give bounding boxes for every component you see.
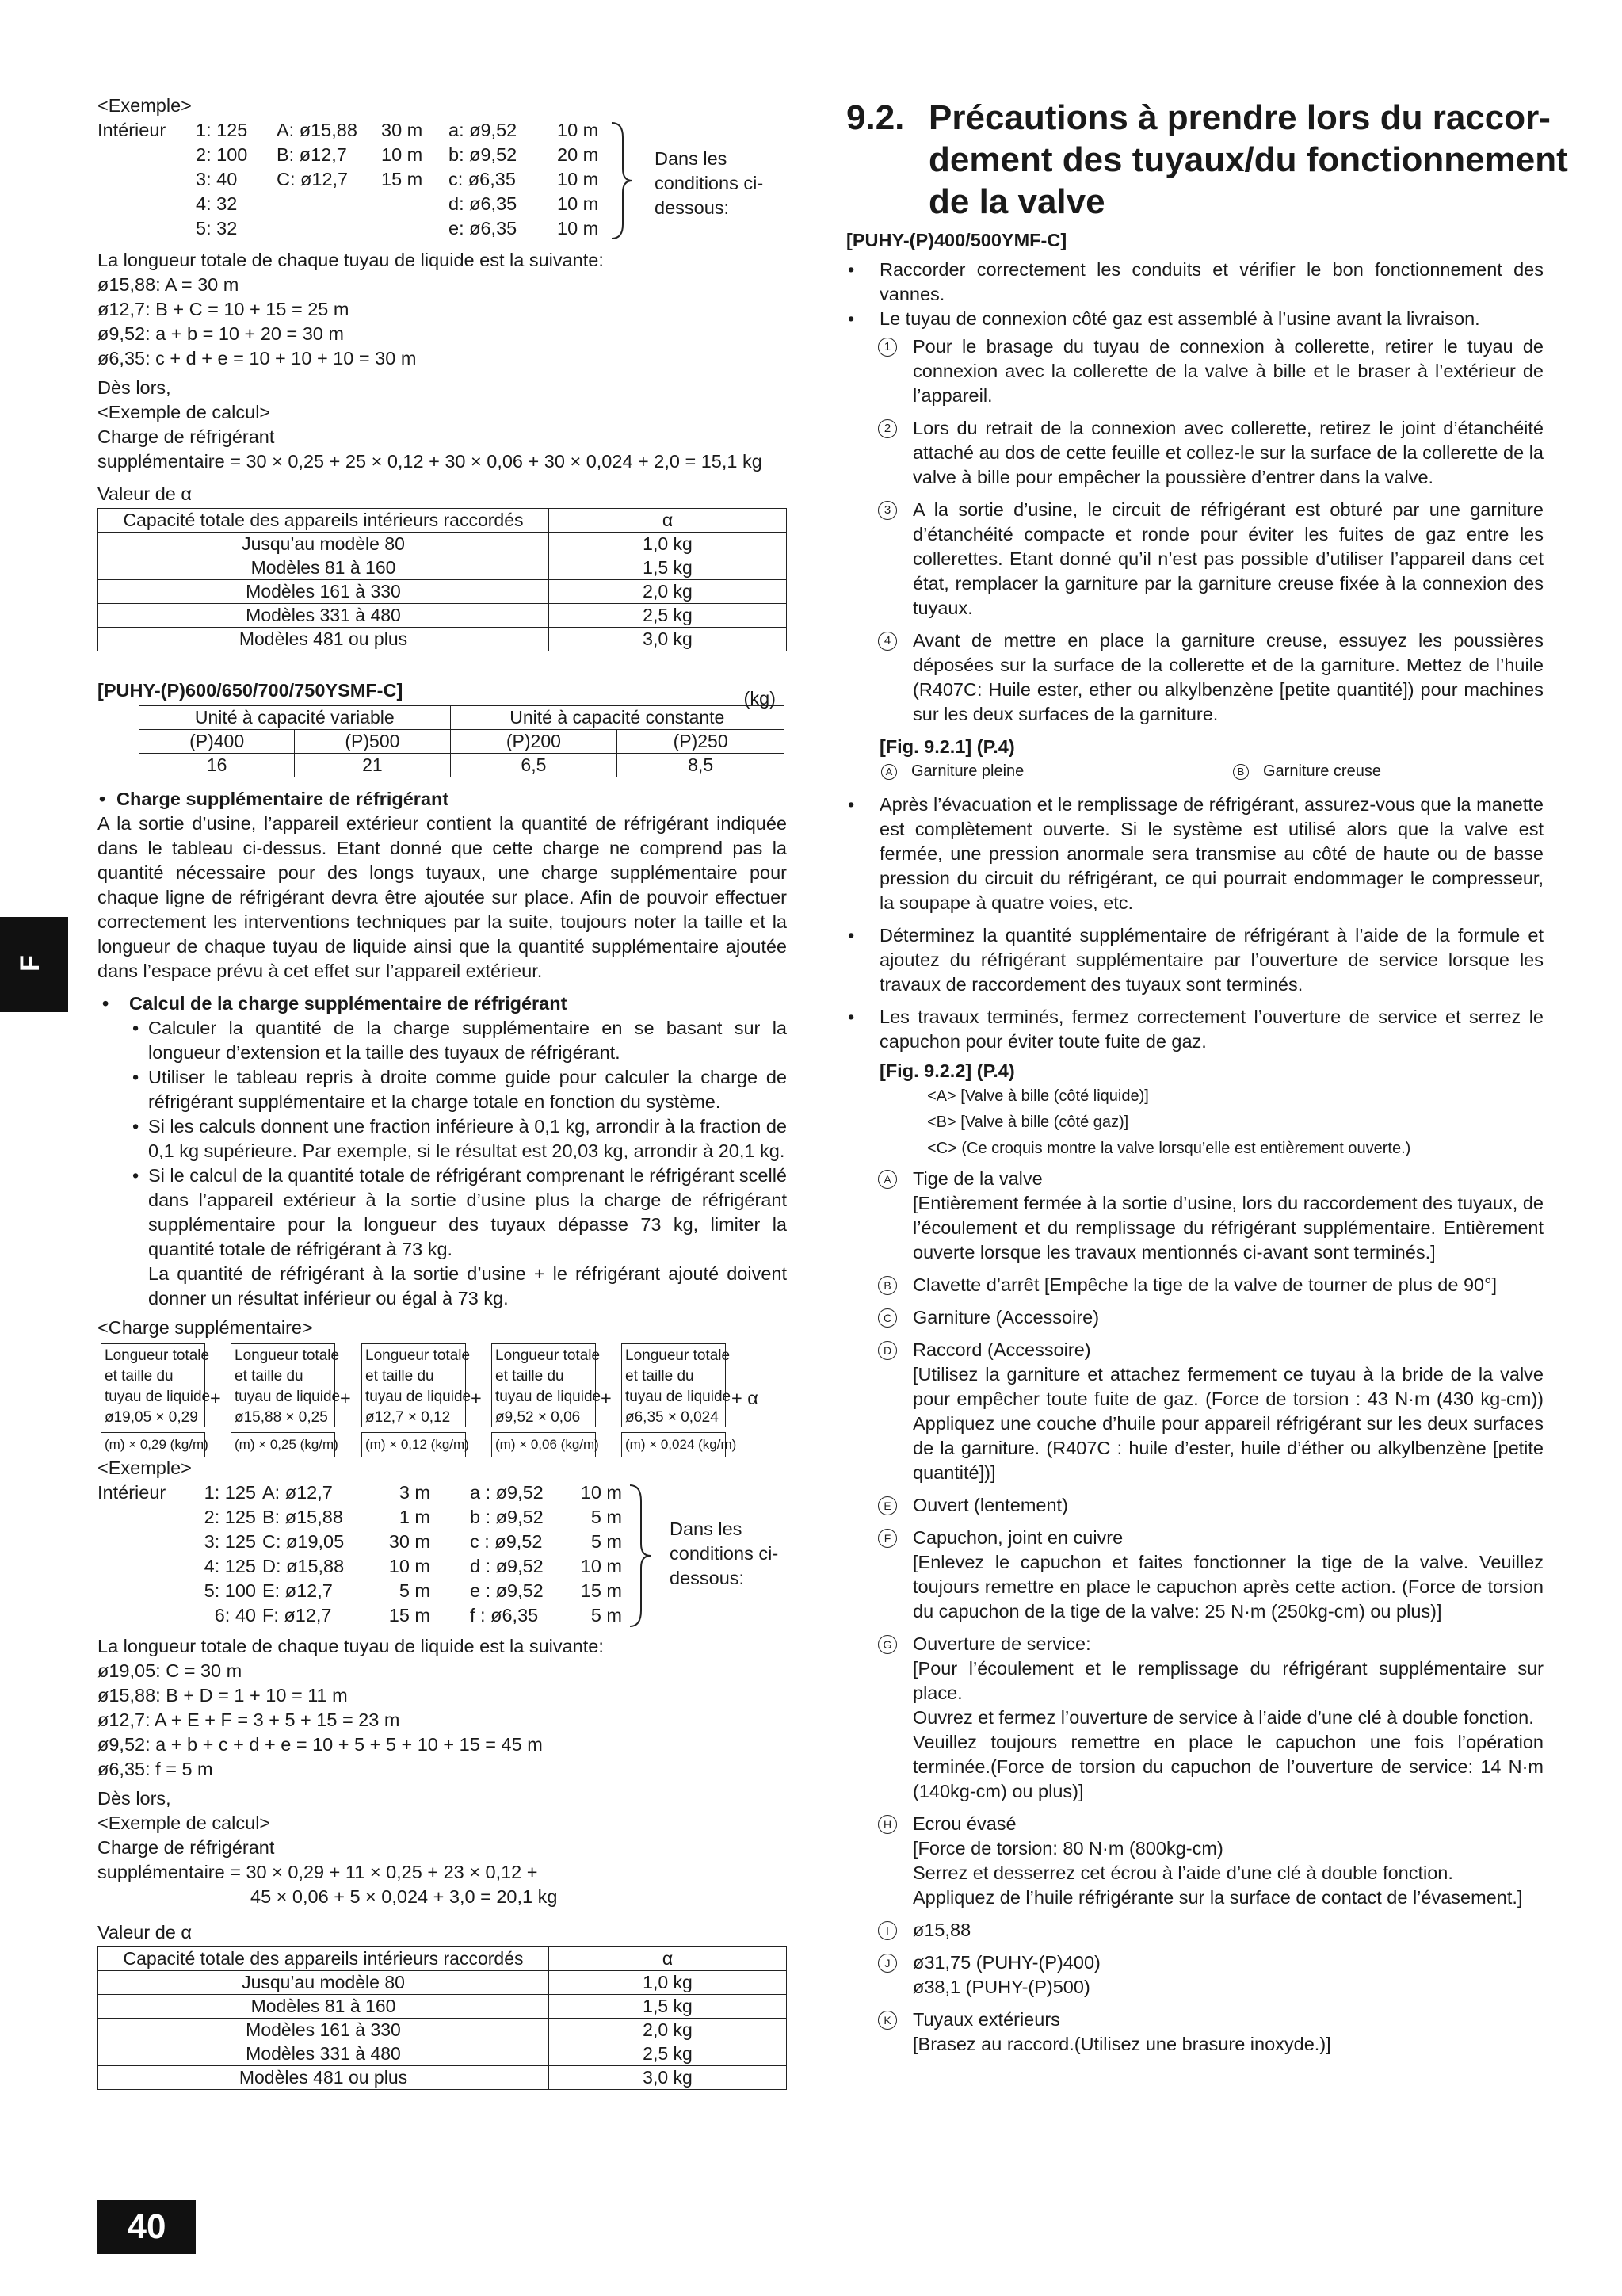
alpha-cell: 1,5 kg bbox=[549, 556, 787, 580]
legend-item bbox=[846, 1918, 1544, 1943]
formula-box-line: ø19,05 × 0,29 bbox=[105, 1409, 198, 1426]
alpha-header-capacity: Capacité totale des appareils intérieurs raccordés bbox=[98, 509, 549, 533]
alpha-cell: 1,5 kg bbox=[549, 1995, 787, 2019]
model-heading-row bbox=[97, 678, 787, 709]
model-heading-right: [PUHY-(P)400/500YMF-C] bbox=[846, 230, 1067, 250]
calc-line: La longueur totale de chaque tuyau de liquide est la suivante: bbox=[97, 250, 604, 270]
value-cell: 8,5 bbox=[617, 754, 784, 777]
example-2-calculation bbox=[97, 1634, 787, 1909]
example-cell: f : ø6,35 bbox=[470, 1605, 539, 1626]
bullet-dot: • bbox=[132, 1165, 139, 1186]
formula-unit-box: (m) × 0,024 (kg/m) bbox=[621, 1432, 726, 1457]
example-row bbox=[97, 118, 787, 143]
example-cell: 5: 32 bbox=[196, 218, 238, 239]
example-cell: c : ø9,52 bbox=[470, 1531, 543, 1552]
alpha-cell: Jusqu’au modèle 80 bbox=[98, 1971, 549, 1995]
example-cell: a: ø9,52 bbox=[448, 120, 517, 140]
legend-line: Veuillez toujours remettre en place le capuchon une fois l’opération terminée.(Force de torsion du capuchon de l’ouverture de service: 14 N·m (140kg-cm) ou plus)] bbox=[913, 1732, 1544, 1801]
formula-box bbox=[101, 1343, 211, 1427]
numbered-text: Avant de mettre en place la garniture creuse, essuyez les poussières déposées sur la surface de la collerette et de la garniture. Mettez de l’huile (R407C: Huile ester, ether ou alkylbenzène [petite quantité]) pour machines sur les deux surfaces de la garniture. bbox=[913, 630, 1544, 724]
bullet-item bbox=[846, 307, 1544, 331]
formula-box bbox=[491, 1343, 601, 1427]
formula-box-line: et taille du bbox=[105, 1368, 174, 1385]
note-line: Dans les bbox=[670, 1519, 742, 1539]
numbered-list bbox=[846, 334, 1544, 727]
numbered-text: A la sortie d’usine, le circuit de réfrigérant est obturé par une garniture d’étanchéité compacte et ronde pour éviter les fuites de gaz entre les collerettes. Etant donné qu’il n’est pas possible d’utiliser l’appareil dans cet état, remplacer la garniture par la garniture creuse fixée à la connexion des tuyaux. bbox=[913, 499, 1544, 618]
circled-letter: K bbox=[878, 2011, 897, 2030]
circled-letter: H bbox=[878, 1815, 897, 1834]
example-cell: 10 m bbox=[580, 1556, 622, 1576]
charge-label: <Charge supplémentaire> bbox=[97, 1317, 313, 1338]
fig-1-ref: [Fig. 9.2.1] (P.4) bbox=[880, 736, 1015, 757]
bullet-dot: • bbox=[102, 993, 109, 1014]
circled-letter: E bbox=[878, 1496, 897, 1515]
value-cell: 16 bbox=[139, 754, 295, 777]
circled-number: 4 bbox=[878, 632, 897, 651]
language-side-tab bbox=[0, 917, 68, 1012]
example-1-calculation bbox=[97, 248, 787, 474]
section-number: 9.2. bbox=[846, 98, 905, 137]
example-cell: 10 m bbox=[557, 193, 599, 214]
bullet-item bbox=[846, 793, 1544, 915]
plus-sign: + bbox=[601, 1388, 612, 1408]
fig-2-note: <C> (Ce croquis montre la valve lorsqu’elle est entièrement ouverte.) bbox=[927, 1140, 1411, 1157]
legend-item bbox=[846, 2008, 1544, 2057]
example-1-note bbox=[655, 147, 763, 220]
formula-box-line: Longueur totale bbox=[495, 1347, 601, 1364]
bullet-text: Raccorder correctement les conduits et vérifier le bon fonctionnement des vannes. bbox=[880, 259, 1544, 304]
example-cell: 15 m bbox=[381, 169, 423, 189]
legend-line: ø15,88 bbox=[913, 1920, 971, 1940]
kg-unit: (kg) bbox=[743, 688, 776, 709]
example-cell: 30 m bbox=[381, 120, 423, 140]
bullet-item bbox=[846, 258, 1544, 307]
circled-letter: J bbox=[878, 1954, 897, 1973]
legend-line: Ouvrez et fermez l’ouverture de service à l’aide d’une clé à double fonction. bbox=[913, 1707, 1534, 1728]
legend-item bbox=[846, 1273, 1544, 1297]
example-cell: 2: 100 bbox=[196, 144, 248, 165]
side-tab-label: F bbox=[14, 955, 45, 972]
bullet-text: Le tuyau de connexion côté gaz est assemblé à l’usine avant la livraison. bbox=[880, 308, 1480, 329]
example-cell: A: ø12,7 bbox=[262, 1482, 333, 1503]
alpha-cell: 1,0 kg bbox=[549, 533, 787, 556]
plus-sign: + bbox=[340, 1388, 351, 1408]
calc-line: <Exemple de calcul> bbox=[97, 1813, 271, 1833]
alpha-table-2 bbox=[97, 1946, 787, 2090]
calc-line: supplémentaire = 30 × 0,29 + 11 × 0,25 + 23 × 0,12 + bbox=[97, 1862, 538, 1882]
legend-line: [Force de torsion: 80 N·m (800kg-cm) bbox=[913, 1838, 1223, 1859]
formula-box-line: Longueur totale bbox=[365, 1347, 471, 1364]
example-cell: 5: 100 bbox=[204, 1580, 256, 1601]
circled-letter: C bbox=[878, 1308, 897, 1328]
calc-item bbox=[131, 1114, 787, 1163]
bullet-dot: • bbox=[848, 308, 855, 329]
alpha-header-capacity: Capacité totale des appareils intérieurs raccordés bbox=[98, 1947, 549, 1971]
model-heading: [PUHY-(P)600/650/700/750YSMF-C] bbox=[97, 680, 403, 701]
alpha-cell: 2,0 kg bbox=[549, 2019, 787, 2042]
bullet-text: Les travaux terminés, fermez correctement l’ouverture de service et serrez le capuchon pour éviter toute fuite de gaz. bbox=[880, 1007, 1544, 1052]
example-1-brace bbox=[610, 121, 634, 240]
example-2-block bbox=[97, 1480, 787, 1631]
example-cell: 3 m bbox=[399, 1482, 430, 1503]
example-cell: F: ø12,7 bbox=[262, 1605, 332, 1626]
example-1-label: <Exemple> bbox=[97, 95, 192, 116]
formula-box bbox=[231, 1343, 341, 1427]
calc-item-text: Utiliser le tableau repris à droite comme guide pour calculer la charge de réfrigérant supplémentaire et la charge totale en fonction du système. bbox=[148, 1067, 787, 1112]
model-cell: (P)500 bbox=[295, 730, 450, 754]
formula-unit-box: (m) × 0,25 (kg/m) bbox=[231, 1432, 335, 1457]
circled-number: 2 bbox=[878, 419, 897, 438]
calc-line: ø9,52: a + b = 10 + 20 = 30 m bbox=[97, 323, 344, 344]
fig-1-legend bbox=[846, 759, 1544, 786]
group-header-variable: Unité à capacité variable bbox=[139, 706, 451, 730]
bullet-dot: • bbox=[848, 925, 855, 946]
calc-heading bbox=[97, 991, 787, 1016]
circled-letter-b: B bbox=[1233, 764, 1249, 780]
legend-line: Serrez et desserrez cet écrou à l’aide d’une clé à double fonction. bbox=[913, 1862, 1453, 1883]
plus-sign: + bbox=[471, 1388, 482, 1408]
alpha-cell: 2,5 kg bbox=[549, 2042, 787, 2066]
formula-box-line: ø9,52 × 0,06 bbox=[495, 1409, 581, 1426]
page-number: 40 bbox=[97, 2200, 196, 2254]
alpha-label-2: Valeur de α bbox=[97, 1922, 192, 1943]
alpha-header-alpha: α bbox=[549, 509, 787, 533]
example-cell: 4: 32 bbox=[196, 193, 238, 214]
bullet-text: Après l’évacuation et le remplissage de réfrigérant, assurez-vous que la manette est complètement ouverte. Si le système est utilisé alors que la valve est fermée, une pression anormale sera transmise au côté de haute ou de basse pression du circuit du réfrigérant, ce qui pourrait endommager le compresseur, la soupape à quatre voies, etc. bbox=[880, 794, 1544, 913]
alpha-cell: 3,0 kg bbox=[549, 628, 787, 651]
fig-1-a-text: Garniture pleine bbox=[911, 762, 1025, 780]
fig-2-notes bbox=[846, 1083, 1544, 1162]
calc-line: ø12,7: B + C = 10 + 15 = 25 m bbox=[97, 299, 349, 319]
bullet-dot: • bbox=[848, 1007, 855, 1027]
example-cell: 30 m bbox=[388, 1531, 430, 1552]
legend-line: Clavette d’arrêt [Empêche la tige de la valve de tourner de plus de 90°] bbox=[913, 1274, 1498, 1295]
formula-unit-box: (m) × 0,12 (kg/m) bbox=[361, 1432, 466, 1457]
example-cell: a : ø9,52 bbox=[470, 1482, 544, 1503]
bullet-dot: • bbox=[132, 1067, 139, 1087]
calc-item-text: Si le calcul de la quantité totale de réfrigérant comprenant le réfrigérant scellé dans l’appareil extérieur à la sortie d’usine plus la charge de réfrigérant supplémentaire pour la longueur des tuyaux dépasse 73 kg, limiter la quantité totale de réfrigérant à 73 kg. bbox=[148, 1165, 787, 1259]
bullets-1 bbox=[846, 258, 1544, 331]
alpha-cell: Modèles 331 à 480 bbox=[98, 2042, 549, 2066]
circled-letter: A bbox=[878, 1170, 897, 1189]
circled-letter: B bbox=[878, 1276, 897, 1295]
calc-item-text: Si les calculs donnent une fraction inférieure à 0,1 kg, arrondir à la fraction de 0,1 kg supérieure. Par exemple, si le résultat est 20,03 kg, arrondir à 20,1 kg. bbox=[148, 1116, 787, 1161]
note-line: dessous: bbox=[670, 1568, 745, 1588]
alpha-cell: Jusqu’au modèle 80 bbox=[98, 533, 549, 556]
legend-line: [Enlevez le capuchon et faites fonctionner la tige de la valve. Veuillez toujours remettre en place le capuchon après cette action. (Force de torsion du capuchon de la tige de la valve: 25 N·m (250kg-cm) ou plus)] bbox=[913, 1552, 1544, 1622]
alpha-cell: 1,0 kg bbox=[549, 1971, 787, 1995]
legend-line: Tige de la valve bbox=[913, 1168, 1043, 1189]
charge-paragraph: A la sortie d’usine, l’appareil extérieur contient la quantité de réfrigérant indiquée dans le tableau ci-dessus. Etant donné que cette charge ne comprend pas la quantité nécessaire pour des longs tuyaux, une charge supplémentaire pour chaque ligne de réfrigérant devra être ajoutée sur place. Afin de pouvoir effectuer correctement les interventions techniques par la suite, toujours noter la taille et la longueur de chaque tuyau de liquide ainsi que la quantité supplémentaire ajoutée dans l’espace prévu à cet effet sur l’appareil extérieur. bbox=[97, 813, 787, 981]
formula-box-line: et taille du bbox=[495, 1368, 564, 1385]
legend-item bbox=[846, 1305, 1544, 1330]
formula-box-line: Longueur totale bbox=[105, 1347, 210, 1364]
example-cell: 10 m bbox=[557, 120, 599, 140]
bullets-2 bbox=[846, 793, 1544, 1054]
example-cell: 2: 125 bbox=[204, 1507, 256, 1527]
legend-line: [Pour l’écoulement et le remplissage du réfrigérant supplémentaire sur place. bbox=[913, 1658, 1544, 1703]
alpha-table-1 bbox=[97, 508, 787, 651]
example-cell: b : ø9,52 bbox=[470, 1507, 544, 1527]
formula-box-line: ø6,35 × 0,024 bbox=[625, 1409, 719, 1426]
calc-line: ø19,05: C = 30 m bbox=[97, 1660, 242, 1681]
calc-line: Dès lors, bbox=[97, 1788, 171, 1809]
alpha-cell: Modèles 81 à 160 bbox=[98, 556, 549, 580]
example-cell: A: ø15,88 bbox=[277, 120, 357, 140]
value-cell: 6,5 bbox=[450, 754, 617, 777]
alpha-cell: Modèles 81 à 160 bbox=[98, 1995, 549, 2019]
bullet-dot: • bbox=[848, 259, 855, 280]
calc-note: La quantité de réfrigérant à la sortie d’usine + le réfrigérant ajouté doivent donner un résultat inférieur ou égal à 73 kg. bbox=[148, 1263, 787, 1308]
alpha-cell: 3,0 kg bbox=[549, 2066, 787, 2090]
calc-line: ø12,7: A + E + F = 3 + 5 + 15 = 23 m bbox=[97, 1710, 400, 1730]
fig-1-b-text: Garniture creuse bbox=[1263, 762, 1381, 780]
legend-line: Ouvert (lentement) bbox=[913, 1495, 1068, 1515]
example-cell: 4: 125 bbox=[204, 1556, 256, 1576]
alpha-label: Valeur de α bbox=[97, 483, 192, 504]
example-cell: 10 m bbox=[557, 218, 599, 239]
alpha-cell: 2,0 kg bbox=[549, 580, 787, 604]
example-2-brace bbox=[628, 1484, 652, 1628]
bullet-text: Déterminez la quantité supplémentaire de réfrigérant à l’aide de la formule et ajoutez du réfrigérant supplémentaire par l’ouverture de service lorsque les travaux de raccordement des tuyaux sont terminés. bbox=[880, 925, 1544, 995]
bullet-dot: • bbox=[848, 794, 855, 815]
example-cell: 20 m bbox=[557, 144, 599, 165]
section-title-line: de la valve bbox=[929, 182, 1105, 221]
legend-item bbox=[846, 1167, 1544, 1265]
circled-letter: G bbox=[878, 1635, 897, 1654]
calc-line: Dès lors, bbox=[97, 377, 171, 398]
alpha-cell: Modèles 481 ou plus bbox=[98, 2066, 549, 2090]
example-2-label: <Exemple> bbox=[97, 1457, 192, 1478]
numbered-item bbox=[846, 334, 1544, 408]
calc-heading-text: Calcul de la charge supplémentaire de réfrigérant bbox=[129, 993, 567, 1014]
numbered-item bbox=[846, 416, 1544, 490]
right-column bbox=[846, 94, 1568, 2065]
calc-line: ø15,88: A = 30 m bbox=[97, 274, 239, 295]
bullet-item bbox=[846, 1005, 1544, 1054]
example-cell: 1 m bbox=[399, 1507, 430, 1527]
numbered-item bbox=[846, 498, 1544, 621]
formula-box-line: Longueur totale bbox=[625, 1347, 731, 1364]
calc-line: <Exemple de calcul> bbox=[97, 402, 271, 422]
example-cell: 5 m bbox=[590, 1507, 622, 1527]
legend-line: Garniture (Accessoire) bbox=[913, 1307, 1100, 1328]
example-cell: 5 m bbox=[590, 1531, 622, 1552]
formula-unit-box: (m) × 0,29 (kg/m) bbox=[101, 1432, 205, 1457]
charge-heading-text: Charge supplémentaire de réfrigérant bbox=[116, 789, 449, 809]
legend-line: ø38,1 (PUHY-(P)500) bbox=[913, 1977, 1090, 1997]
example-cell: b: ø9,52 bbox=[448, 144, 517, 165]
legend-line: Tuyaux extérieurs bbox=[913, 2009, 1060, 2030]
legend-line: [Utilisez la garniture et attachez fermement ce tuyau à la bride de la valve pour empêcher toute fuite de gaz. (Force de torsion : 43 N·m (430 kg-cm)) Appliquez une couche d’huile pour appareil réfrigérant sur les deux surfaces de la garniture. (R407C : huile d’ester, huile d’éther ou alkylbenzène [petite quantité])] bbox=[913, 1364, 1544, 1483]
legend-item bbox=[846, 1812, 1544, 1910]
example-cell: 5 m bbox=[590, 1605, 622, 1626]
plus-sign: + bbox=[210, 1388, 221, 1408]
model-cell: (P)400 bbox=[139, 730, 295, 754]
fig-2-note: <A> [Valve à bille (côté liquide)] bbox=[927, 1087, 1149, 1105]
example-cell: E: ø12,7 bbox=[262, 1580, 333, 1601]
legend-item bbox=[846, 1338, 1544, 1485]
example-cell: 10 m bbox=[381, 144, 423, 165]
formula-box-line: tuyau de liquide bbox=[625, 1389, 731, 1405]
section-title bbox=[929, 97, 1568, 223]
calc-line: 45 × 0,06 + 5 × 0,024 + 3,0 = 20,1 kg bbox=[250, 1886, 558, 1907]
calc-line: ø15,88: B + D = 1 + 10 = 11 m bbox=[97, 1685, 348, 1706]
section-title-line: dement des tuyaux/du fonctionnement bbox=[929, 140, 1568, 179]
note-line: Dans les bbox=[655, 148, 727, 169]
example-cell: C: ø19,05 bbox=[262, 1531, 345, 1552]
example-cell: d : ø9,52 bbox=[470, 1556, 544, 1576]
calc-item bbox=[131, 1065, 787, 1114]
legend-line: Ecrou évasé bbox=[913, 1813, 1017, 1834]
calc-line: La longueur totale de chaque tuyau de liquide est la suivante: bbox=[97, 1636, 604, 1656]
formula-box-line: et taille du bbox=[235, 1368, 303, 1385]
formula-box-line: ø15,88 × 0,25 bbox=[235, 1409, 328, 1426]
note-line: dessous: bbox=[655, 197, 730, 218]
numbered-text: Pour le brasage du tuyau de connexion à collerette, retirer le tuyau de connexion avec la collerette de la valve à bille et le braser à l’extérieur de l’appareil. bbox=[913, 336, 1544, 406]
calc-line: ø6,35: c + d + e = 10 + 10 + 10 = 30 m bbox=[97, 348, 417, 369]
model-cell: (P)250 bbox=[617, 730, 784, 754]
calc-line: Charge de réfrigérant bbox=[97, 1837, 275, 1858]
numbered-item bbox=[846, 628, 1544, 727]
formula-unit-box: (m) × 0,06 (kg/m) bbox=[491, 1432, 596, 1457]
value-cell: 21 bbox=[295, 754, 450, 777]
example-cell: 10 m bbox=[388, 1556, 430, 1576]
circled-letter: F bbox=[878, 1529, 897, 1548]
alpha-cell: Modèles 481 ou plus bbox=[98, 628, 549, 651]
circled-letter-a: A bbox=[881, 764, 897, 780]
calc-line: Charge de réfrigérant bbox=[97, 426, 275, 447]
alpha-header-alpha: α bbox=[549, 1947, 787, 1971]
example-cell: 15 m bbox=[580, 1580, 622, 1601]
formula-box bbox=[621, 1343, 731, 1427]
example-cell: 1: 125 bbox=[196, 120, 248, 140]
example-cell: 6: 40 bbox=[214, 1605, 256, 1626]
alpha-cell: Modèles 161 à 330 bbox=[98, 2019, 549, 2042]
group-header-constant: Unité à capacité constante bbox=[450, 706, 784, 730]
bullet-dot: • bbox=[132, 1018, 139, 1038]
example-cell: e: ø6,35 bbox=[448, 218, 517, 239]
legend-line: Capuchon, joint en cuivre bbox=[913, 1527, 1124, 1548]
plus-alpha: + α bbox=[731, 1388, 758, 1408]
example-cell: 10 m bbox=[557, 169, 599, 189]
example-cell: e : ø9,52 bbox=[470, 1580, 544, 1601]
circled-letter: D bbox=[878, 1341, 897, 1360]
section-heading bbox=[846, 94, 1568, 225]
circled-letter: I bbox=[878, 1921, 897, 1940]
bullet-item bbox=[846, 923, 1544, 997]
alpha-cell: 2,5 kg bbox=[549, 604, 787, 628]
calc-item bbox=[131, 1163, 787, 1262]
formula-row bbox=[97, 1342, 787, 1461]
fig-2-ref: [Fig. 9.2.2] (P.4) bbox=[880, 1060, 1015, 1081]
formula-box-line: tuyau de liquide bbox=[365, 1389, 471, 1405]
formula-box-line: tuyau de liquide bbox=[495, 1389, 601, 1405]
formula-box-line: et taille du bbox=[625, 1368, 694, 1385]
formula-box bbox=[361, 1343, 471, 1427]
calc-item-text: Calculer la quantité de la charge supplémentaire en se basant sur la longueur d’extension et la taille des tuyaux de réfrigérant. bbox=[148, 1018, 787, 1063]
legend-line: Ouverture de service: bbox=[913, 1633, 1091, 1654]
bullet-dot: • bbox=[99, 789, 106, 809]
example-1-block bbox=[97, 118, 787, 243]
example-cell: B: ø12,7 bbox=[277, 144, 347, 165]
legend-item bbox=[846, 1632, 1544, 1804]
formula-box-line: Longueur totale bbox=[235, 1347, 340, 1364]
example-cell: B: ø15,88 bbox=[262, 1507, 343, 1527]
calc-line: ø6,35: f = 5 m bbox=[97, 1759, 213, 1779]
calc-items bbox=[97, 1016, 787, 1311]
legend-item bbox=[846, 1526, 1544, 1624]
fig-2-legend bbox=[846, 1167, 1544, 2057]
example-cell: 10 m bbox=[580, 1482, 622, 1503]
example-cell: C: ø12,7 bbox=[277, 169, 349, 189]
example-cell: 5 m bbox=[399, 1580, 430, 1601]
legend-line: Raccord (Accessoire) bbox=[913, 1339, 1091, 1360]
bullet-dot: • bbox=[132, 1116, 139, 1137]
example-2-note bbox=[670, 1517, 778, 1591]
calc-line: ø9,52: a + b + c + d + e = 10 + 5 + 5 + 10 + 15 = 45 m bbox=[97, 1734, 543, 1755]
example-cell: 3: 40 bbox=[196, 169, 238, 189]
example-row bbox=[97, 1603, 787, 1628]
example-cell: Intérieur bbox=[97, 1482, 166, 1503]
fig-2-note: <B> [Valve à bille (côté gaz)] bbox=[927, 1114, 1129, 1131]
legend-item bbox=[846, 1950, 1544, 2000]
left-column bbox=[97, 94, 787, 2090]
formula-box-line: et taille du bbox=[365, 1368, 434, 1385]
formula-box-line: tuyau de liquide bbox=[105, 1389, 211, 1405]
alpha-cell: Modèles 331 à 480 bbox=[98, 604, 549, 628]
legend-item bbox=[846, 1493, 1544, 1518]
circled-number: 1 bbox=[878, 338, 897, 357]
legend-line: [Brasez au raccord.(Utilisez une brasure inoxyde.)] bbox=[913, 2034, 1331, 2054]
alpha-cell: Modèles 161 à 330 bbox=[98, 580, 549, 604]
formula-box-line: tuyau de liquide bbox=[235, 1389, 341, 1405]
calc-item bbox=[131, 1016, 787, 1065]
legend-line: [Entièrement fermée à la sortie d’usine, lors du raccordement des tuyaux, de l’écoulement et du remplissage du réfrigérant supplémentaire. Entièrement ouverte lorsque les travaux mentionnés ci-avant sont terminés.] bbox=[913, 1193, 1544, 1263]
example-cell: 1: 125 bbox=[204, 1482, 256, 1503]
note-line: conditions ci- bbox=[670, 1543, 779, 1564]
unit-capacity-table bbox=[139, 705, 784, 777]
circled-number: 3 bbox=[878, 501, 897, 520]
section-title-line: Précautions à prendre lors du raccor- bbox=[929, 98, 1551, 137]
example-cell: 3: 125 bbox=[204, 1531, 256, 1552]
example-cell: Intérieur bbox=[97, 120, 166, 140]
calc-line: supplémentaire = 30 × 0,25 + 25 × 0,12 + 30 × 0,06 + 30 × 0,024 + 2,0 = 15,1 kg bbox=[97, 451, 762, 472]
formula-box-line: ø12,7 × 0,12 bbox=[365, 1409, 451, 1426]
example-cell: 15 m bbox=[388, 1605, 430, 1626]
legend-line: ø31,75 (PUHY-(P)400) bbox=[913, 1952, 1101, 1973]
note-line: conditions ci- bbox=[655, 173, 764, 193]
numbered-text: Lors du retrait de la connexion avec collerette, retirez le joint d’étanchéité attaché au dos de cette feuille et collez-le sur la surface de la collerette de la valve à bille pour empêcher la poussière d’entrer dans la valve. bbox=[913, 418, 1544, 487]
example-cell: c: ø6,35 bbox=[448, 169, 516, 189]
example-cell: d: ø6,35 bbox=[448, 193, 517, 214]
charge-heading bbox=[97, 787, 787, 812]
model-cell: (P)200 bbox=[450, 730, 617, 754]
legend-line: Appliquez de l’huile réfrigérante sur la surface de contact de l’évasement.] bbox=[913, 1887, 1523, 1908]
example-cell: D: ø15,88 bbox=[262, 1556, 345, 1576]
example-row bbox=[97, 1480, 787, 1505]
